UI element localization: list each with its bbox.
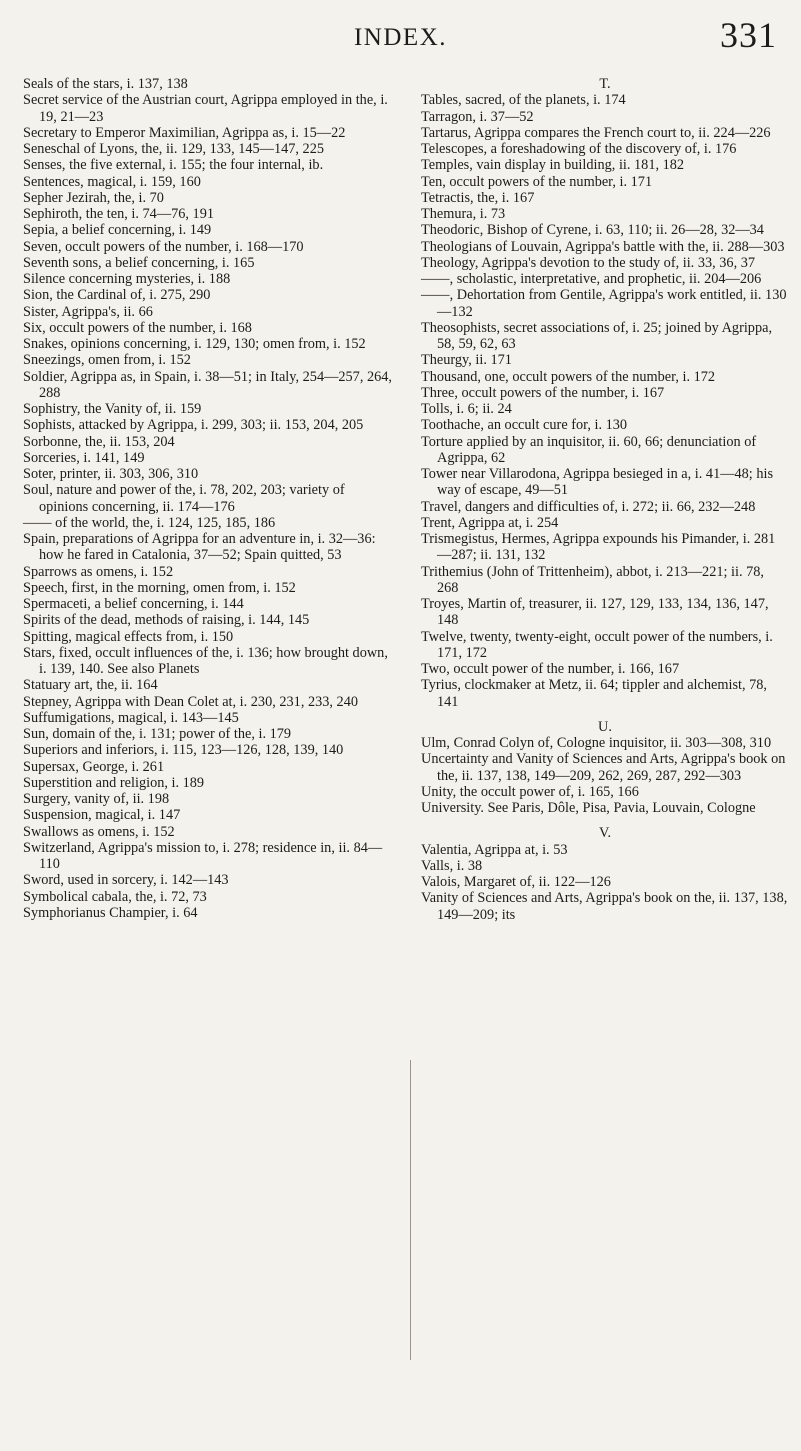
index-entry: Seneschal of Lyons, the, ii. 129, 133, 145—147, 225 [23,141,325,157]
index-entry: Trent, Agrippa at, i. 254 [421,514,559,531]
index-entry: ——, scholastic, interpretative, and prophetic, ii. 204—206 [421,271,762,287]
index-column-left [23,76,393,921]
index-entry: Theologians of Louvain, Agrippa's battle with the, ii. 288—303 [421,238,785,255]
index-entry: Valentia, Agrippa at, i. 53 [421,841,568,858]
running-title: INDEX. [353,24,447,51]
index-entry: Symbolical cabala, the, i. 72, 73 [23,888,207,905]
index-entry: Two, occult power of the number, i. 166, 167 [421,661,680,677]
index-entry: Seals of the stars, i. 137, 138 [23,76,188,92]
index-entry: Uncertainty and Vanity of Sciences and Arts, Agrippa's book on the, ii. 137, 138, 149—209, 262, 269, 287, 292—303 [421,751,786,784]
column-divider [410,1060,411,1360]
index-entry: Sophists, attacked by Agrippa, i. 299, 303; ii. 153, 204, 205 [23,417,364,434]
index-entry: University. See Paris, Dôle, Pisa, Pavia, Louvain, Cologne [421,800,756,816]
index-entry: Tyrius, clockmaker at Metz, ii. 64; tippler and alchemist, 78, 141 [421,677,768,710]
index-entry: Tetractis, the, i. 167 [421,189,535,206]
index-entry: Sophistry, the Vanity of, ii. 159 [23,401,202,417]
index-entry: Unity, the occult power of, i. 165, 166 [421,783,639,800]
index-entry: Seven, occult powers of the number, i. 168—170 [23,238,304,255]
index-column-right [421,76,789,923]
index-entry: Sepher Jezirah, the, i. 70 [23,189,164,206]
index-entry: Supersax, George, i. 261 [23,758,165,775]
index-entry: Troyes, Martin of, treasurer, ii. 127, 129, 133, 134, 136, 147, 148 [421,596,769,629]
index-entry: Stars, fixed, occult influences of the, i. 136; how brought down, i. 139, 140. See also Planets [23,644,388,677]
index-entry: Sun, domain of the, i. 131; power of the, i. 179 [23,726,292,742]
index-entry: Sword, used in sorcery, i. 142—143 [23,872,229,889]
index-entry: Six, occult powers of the number, i. 168 [23,319,252,336]
index-entry: Vanity of Sciences and Arts, Agrippa's book on the, ii. 137, 138, 149—209; its [421,890,788,923]
index-entry: Tartarus, Agrippa compares the French court to, ii. 224—226 [421,124,771,141]
index-entry: Secretary to Emperor Maximilian, Agrippa as, i. 15—22 [23,124,346,141]
index-entry: Swallows as omens, i. 152 [23,823,175,840]
index-entry: Theurgy, ii. 171 [421,352,512,369]
index-entry: ——, Dehortation from Gentile, Agrippa's work entitled, ii. 130—132 [421,287,787,320]
index-entry: Superstition and religion, i. 189 [23,774,205,791]
index-entry: Tables, sacred, of the planets, i. 174 [421,92,626,109]
index-entry: Symphorianus Champier, i. 64 [23,904,198,921]
index-entry: Spermaceti, a belief concerning, i. 144 [23,596,244,612]
index-entry: Spain, preparations of Agrippa for an adventure in, i. 32—36: how he fared in Catalonia, 37—52; Spain quitted, 53 [23,531,376,564]
index-entry: Switzerland, Agrippa's mission to, i. 278; residence in, ii. 84—110 [23,839,383,872]
index-entry: Ulm, Conrad Colyn of, Cologne inquisitor, ii. 303—308, 310 [421,735,772,751]
index-entry: Temples, vain display in building, ii. 181, 182 [421,157,685,174]
index-entry: Seventh sons, a belief concerning, i. 165 [23,254,255,271]
index-entry: Tolls, i. 6; ii. 24 [421,401,512,417]
section-letter: V. [598,825,612,842]
index-entry: Suffumigations, magical, i. 143—145 [23,709,239,726]
index-entry: Soul, nature and power of the, i. 78, 202, 203; variety of opinions concerning, ii. 174—176 [23,482,345,515]
index-entry: Tarragon, i. 37—52 [421,108,534,125]
index-entry: Sepia, a belief concerning, i. 149 [23,222,212,239]
index-entry: Valois, Margaret of, ii. 122—126 [421,874,611,890]
index-entry: Suspension, magical, i. 147 [23,807,181,824]
index-entry: Trismegistus, Hermes, Agrippa expounds his Pimander, i. 281—287; ii. 131, 132 [421,531,776,564]
index-entry: Tower near Villarodona, Agrippa besieged in a, i. 41—48; his way of escape, 49—51 [421,466,774,499]
index-entry: Travel, dangers and difficulties of, i. 272; ii. 66, 232—248 [421,498,756,515]
index-entry: Speech, first, in the morning, omen from, i. 152 [23,579,296,596]
index-entry: Stepney, Agrippa with Dean Colet at, i. 230, 231, 233, 240 [23,693,359,710]
index-entry: Torture applied by an inquisitor, ii. 60, 66; denunciation of Agrippa, 62 [421,433,757,466]
index-entry: Sorbonne, the, ii. 153, 204 [23,433,175,450]
index-entry: Silence concerning mysteries, i. 188 [23,271,231,287]
index-entry: Valls, i. 38 [421,857,483,874]
index-entry: Snakes, opinions concerning, i. 129, 130; omen from, i. 152 [23,336,366,352]
index-entry: Sentences, magical, i. 159, 160 [23,173,201,190]
index-entry: Soter, printer, ii. 303, 306, 310 [23,466,199,482]
index-entry: Theodoric, Bishop of Cyrene, i. 63, 110; ii. 26—28, 32—34 [421,222,764,239]
index-entry: Spirits of the dead, methods of raising, i. 144, 145 [23,612,310,629]
index-entry: Theology, Agrippa's devotion to the study of, ii. 33, 36, 37 [421,254,756,271]
index-entry: Soldier, Agrippa as, in Spain, i. 38—51; in Italy, 254—257, 264, 288 [23,368,393,401]
index-entry: Sneezings, omen from, i. 152 [23,352,191,369]
index-entry: Statuary art, the, ii. 164 [23,677,158,694]
section-letter: T. [599,76,611,92]
index-entry: Theosophists, secret associations of, i. 25; joined by Agrippa, 58, 59, 62, 63 [421,319,773,352]
page-number: 331 [720,15,777,55]
index-entry: Sion, the Cardinal of, i. 275, 290 [23,287,211,304]
index-entry: Trithemius (John of Trittenheim), abbot, i. 213—221; ii. 78, 268 [421,563,765,596]
index-entry: Three, occult powers of the number, i. 167 [421,384,665,401]
index-entry: Ten, occult powers of the number, i. 171 [421,173,653,190]
index-entry: Toothache, an occult cure for, i. 130 [421,417,628,434]
index-entry: Thousand, one, occult powers of the number, i. 172 [421,368,716,385]
page-header [0,14,801,54]
index-entry: Secret service of the Austrian court, Agrippa employed in the, i. 19, 21—23 [23,92,388,125]
index-entry: Twelve, twenty, twenty-eight, occult power of the numbers, i. 171, 172 [421,628,773,661]
index-entry: Sister, Agrippa's, ii. 66 [23,303,153,320]
index-entry: Surgery, vanity of, ii. 198 [23,791,170,807]
section-letter: U. [598,718,612,735]
index-entry: Senses, the five external, i. 155; the four internal, ib. [23,157,324,174]
index-entry: Superiors and inferiors, i. 115, 123—126, 128, 139, 140 [23,742,344,759]
index-entry: Telescopes, a foreshadowing of the discovery of, i. 176 [421,141,737,157]
index-entry: Spitting, magical effects from, i. 150 [23,628,234,645]
index-entry: Themura, i. 73 [421,206,506,222]
index-entry: —— of the world, the, i. 124, 125, 185, 186 [23,514,276,531]
index-entry: Sephiroth, the ten, i. 74—76, 191 [23,206,215,222]
index-entry: Sorceries, i. 141, 149 [23,449,145,466]
index-entry: Sparrows as omens, i. 152 [23,563,174,580]
